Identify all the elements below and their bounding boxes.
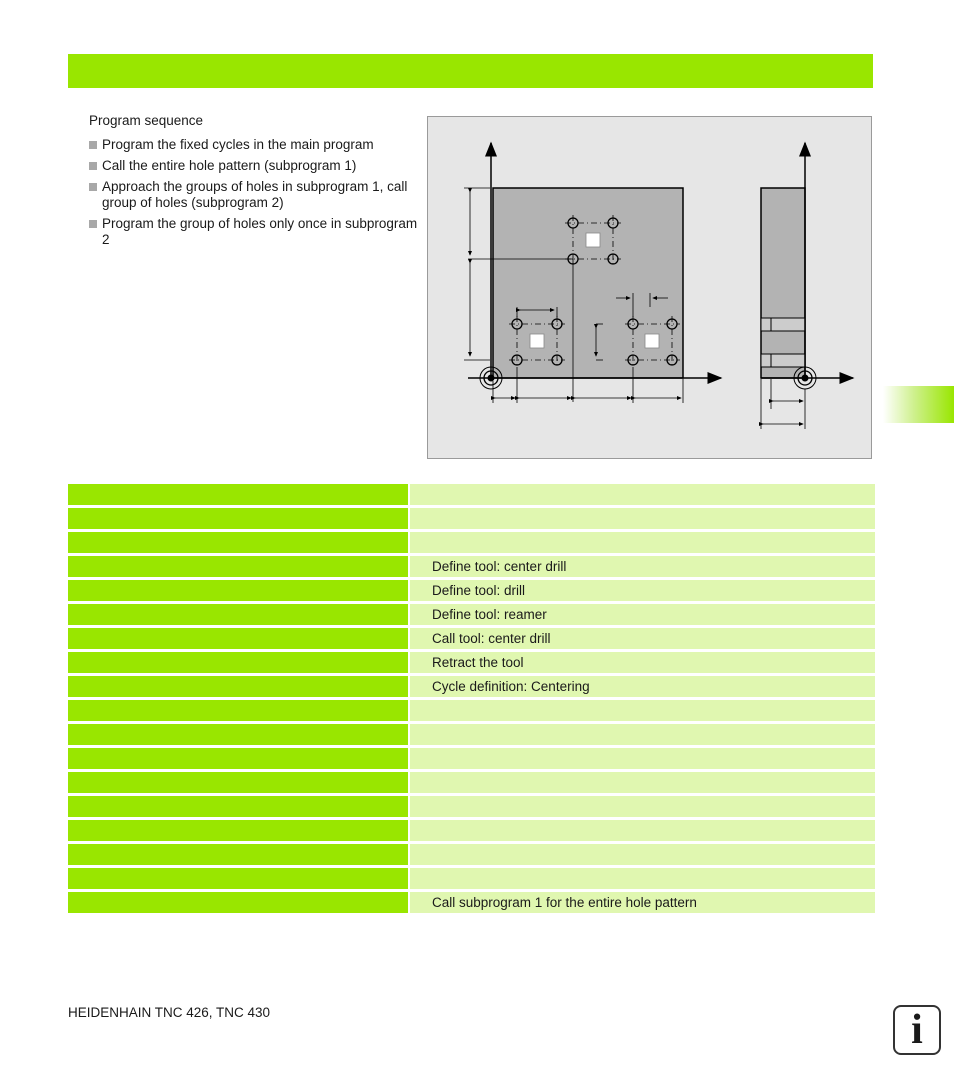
intro-bullet-text: Program the fixed cycles in the main program: [102, 137, 374, 152]
intro-title: Program sequence: [89, 113, 204, 128]
comment-cell: Define tool: center drill: [410, 556, 875, 577]
table-row: [68, 724, 875, 745]
intro-bullet-text: Program the group of holes only once in subprogram 2: [102, 216, 418, 247]
intro-section: [89, 113, 419, 253]
intro-bullet-text: Call the entire hole pattern (subprogram 1): [102, 158, 357, 173]
code-cell: [68, 724, 408, 745]
code-cell: [68, 772, 408, 793]
comment-cell: [410, 868, 875, 889]
footer-text: HEIDENHAIN TNC 426, TNC 430: [68, 1005, 271, 1020]
comment-cell: [410, 532, 875, 553]
table-row: [68, 820, 875, 841]
table-row: [68, 484, 875, 505]
comment-cell: [410, 796, 875, 817]
comment-cell: Call subprogram 1 for the entire hole pattern: [410, 892, 875, 913]
code-cell: [68, 892, 408, 913]
group-label-box: [645, 334, 659, 348]
comment-cell: [410, 748, 875, 769]
table-row: [68, 676, 875, 697]
comment-cell: [410, 772, 875, 793]
comment-cell: Define tool: reamer: [410, 604, 875, 625]
program-listing-table: [68, 484, 875, 916]
group-label-box: [586, 233, 600, 247]
table-row: [68, 628, 875, 649]
code-cell: [68, 700, 408, 721]
table-row: [68, 700, 875, 721]
square-bullet-icon: [89, 162, 97, 170]
table-row: [68, 532, 875, 553]
code-cell: [68, 628, 408, 649]
intro-bullet-item: [89, 179, 419, 211]
group-label-box: [530, 334, 544, 348]
plate-front-view: [493, 188, 683, 378]
code-cell: [68, 532, 408, 553]
table-row: [68, 604, 875, 625]
workpiece-drawing-svg: [428, 117, 871, 458]
code-cell: [68, 676, 408, 697]
code-cell: [68, 820, 408, 841]
comment-cell: Define tool: drill: [410, 580, 875, 601]
comment-cell: [410, 700, 875, 721]
code-cell: [68, 796, 408, 817]
code-cell: [68, 868, 408, 889]
info-icon[interactable]: [893, 1005, 941, 1055]
code-cell: [68, 580, 408, 601]
intro-bullet-item: [89, 158, 419, 174]
code-cell: [68, 556, 408, 577]
code-cell: [68, 652, 408, 673]
info-glyph: i: [911, 1007, 923, 1053]
table-row: [68, 508, 875, 529]
code-cell: [68, 508, 408, 529]
code-cell: [68, 604, 408, 625]
intro-bullet-text: Approach the groups of holes in subprogram 1, call group of holes (subprogram 2): [102, 179, 408, 210]
table-row: [68, 772, 875, 793]
comment-cell: [410, 844, 875, 865]
intro-bullet-item: [89, 137, 419, 153]
table-row: [68, 892, 875, 913]
intro-bullet-list: [89, 137, 419, 248]
table-row: [68, 652, 875, 673]
code-cell: [68, 748, 408, 769]
table-row: [68, 868, 875, 889]
comment-cell: [410, 508, 875, 529]
square-bullet-icon: [89, 183, 97, 191]
code-cell: [68, 484, 408, 505]
table-row: [68, 556, 875, 577]
table-row: [68, 580, 875, 601]
intro-bullet-item: [89, 216, 419, 248]
comment-cell: Cycle definition: Centering: [410, 676, 875, 697]
table-row: [68, 844, 875, 865]
workpiece-drawing: [427, 116, 872, 459]
comment-cell: [410, 484, 875, 505]
square-bullet-icon: [89, 141, 97, 149]
comment-cell: Call tool: center drill: [410, 628, 875, 649]
chapter-side-tab: [883, 386, 954, 423]
square-bullet-icon: [89, 220, 97, 228]
plate-side-view: [761, 188, 805, 378]
code-cell: [68, 844, 408, 865]
comment-cell: [410, 820, 875, 841]
chapter-header-bar: [68, 54, 873, 88]
table-row: [68, 796, 875, 817]
table-row: [68, 748, 875, 769]
comment-cell: Retract the tool: [410, 652, 875, 673]
comment-cell: [410, 724, 875, 745]
